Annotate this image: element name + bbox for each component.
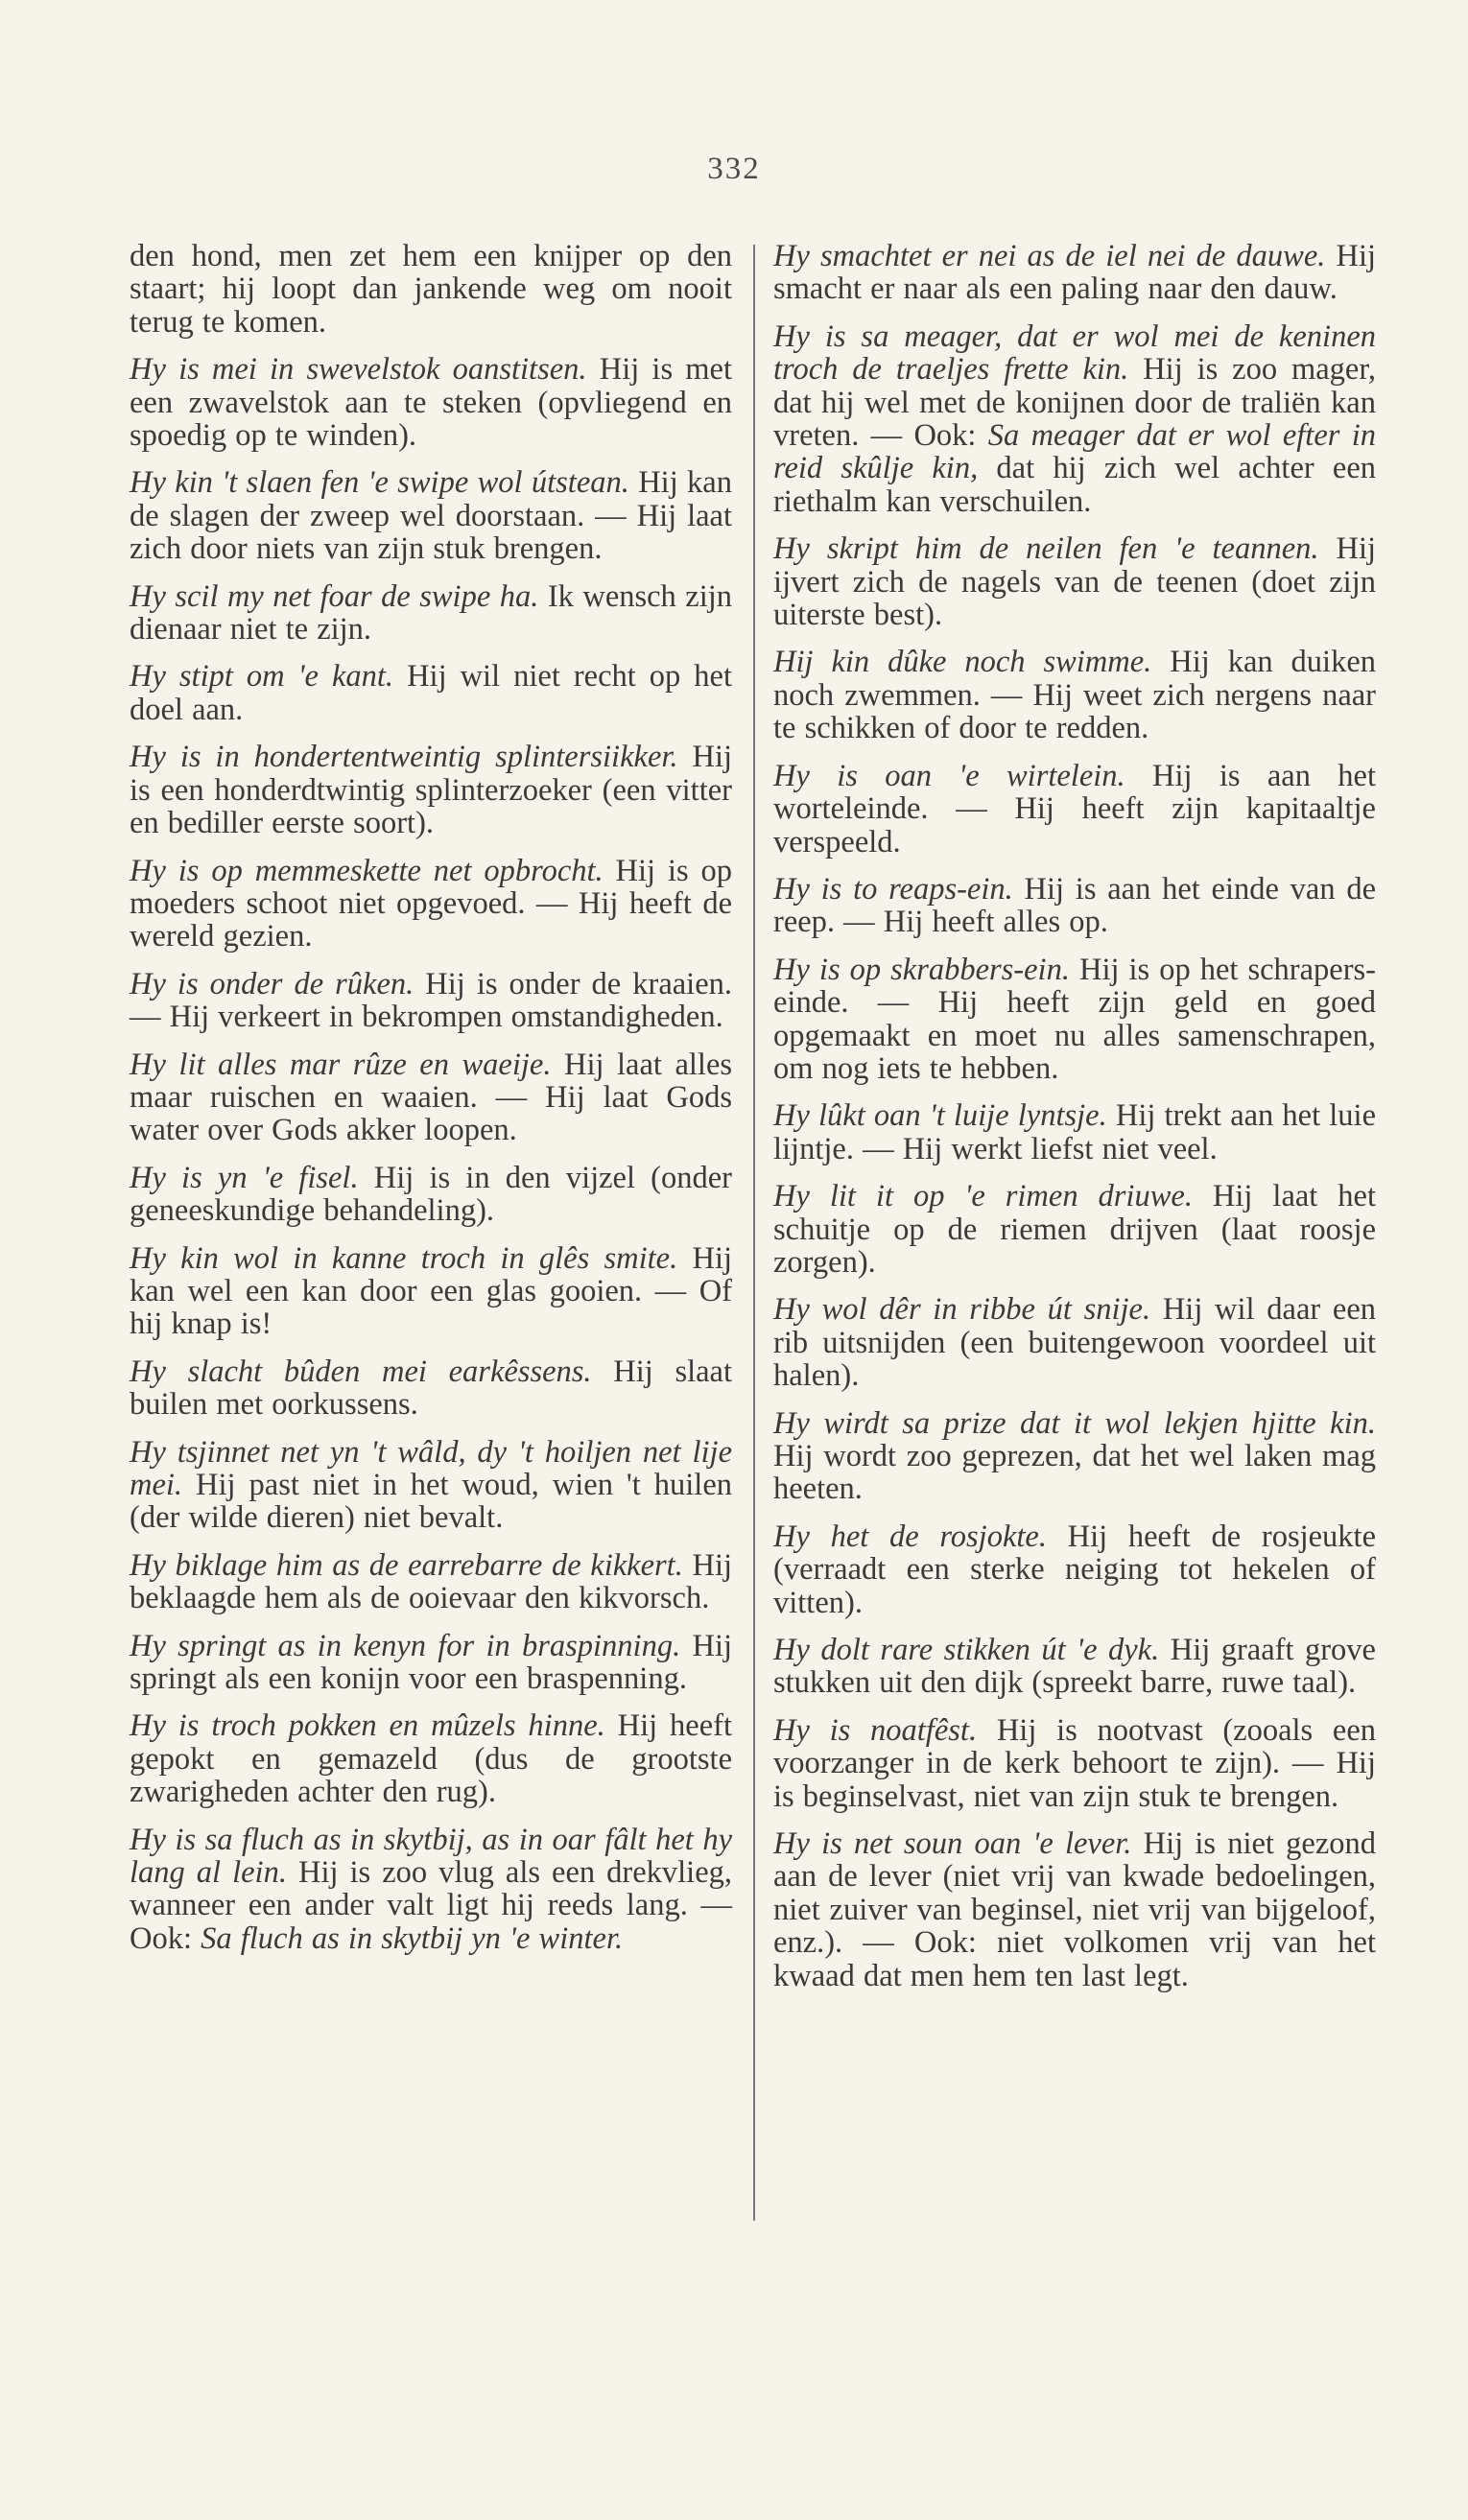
proverb-entry — [130, 741, 732, 839]
frisian-proverb: Hy smachtet er nei as de iel nei de dauwe. — [773, 239, 1326, 273]
frisian-proverb: Hy is net soun oan 'e lever. — [773, 1826, 1132, 1862]
dutch-translation: Hij springt als een konijn voor een braspenning. — [130, 1628, 733, 1697]
dutch-translation: Hij wil niet recht op het doel aan. — [130, 659, 733, 727]
dutch-translation: Hij is niet gezond aan de lever (niet vrij van kwade bedoelingen, niet zuiver van beginsel, niet vrij van bijgeloof, enz.). — Ook: niet volkomen vrij van het kwaad dat men hem ten last legt. — [773, 1826, 1377, 1993]
frisian-proverb: Hy is sa meager, dat er wol mei de keninen troch de traeljes frette kin. — [773, 318, 1376, 388]
dutch-translation: Hij slaat builen met oorkussens. — [130, 1354, 733, 1423]
proverb-entry — [773, 1293, 1376, 1392]
dutch-translation: den hond, men zet hem een knijper op den staart; hij loopt dan jankende weg om nooit terug te komen. — [130, 239, 732, 340]
frisian-proverb: Hy is in hondertentweintig splintersiikker. — [130, 740, 678, 775]
frisian-proverb: Hy kin 't slaen fen 'e swipe wol útstean. — [130, 465, 629, 501]
proverb-entry — [773, 1714, 1376, 1813]
frisian-proverb: Hy is op memmeskette net opbrocht. — [130, 853, 604, 888]
dutch-translation: Hij is aan het worteleinde. — Hij heeft zijn kapitaaltje verspeeld. — [773, 758, 1376, 860]
frisian-proverb: Hy het de rosjokte. — [773, 1519, 1047, 1554]
proverb-entry — [130, 240, 732, 339]
left-column — [130, 240, 732, 1969]
dutch-translation: Hij is nootvast (zooals een voorzanger in de kerk behoort te zijn). — Hij is beginselvast, niet van zijn stuk te brengen. — [773, 1712, 1377, 1814]
dutch-translation: Hij heeft gepokt en gemazeld (dus de grootste zwarigheden achter den rug). — [130, 1708, 733, 1810]
frisian-proverb: Hy skript him de neilen fen 'e teannen. — [773, 531, 1319, 567]
dutch-translation: Hij is onder de kraaien. — Hij verkeert in bekrompen omstandigheden. — [130, 966, 732, 1035]
dutch-translation: Hij kan duiken noch zwemmen. — Hij weet zich nergens naar te schikken of door te redden. — [773, 645, 1377, 746]
right-column — [773, 240, 1376, 2007]
proverb-entry — [773, 240, 1376, 306]
proverb-entry — [130, 968, 732, 1034]
dutch-translation-variant: dat hij zich wel achter een riethalm kan verschuilen. — [773, 451, 1377, 519]
frisian-proverb: Hy biklage him as de earrebarre de kikkert. — [130, 1547, 683, 1583]
frisian-proverb-variant: Sa fluch as in skytbij yn 'e winter. — [201, 1920, 624, 1956]
frisian-proverb: Hy is sa fluch as in skytbij, as in oar fâlt het hy lang al lein. — [130, 1822, 732, 1891]
frisian-proverb: Hy lit it op 'e rimen driuwe. — [773, 1179, 1193, 1214]
proverb-entry — [130, 580, 732, 647]
dutch-translation: Hij is op het schrapers-einde. — Hij heeft zijn geld en goed opgemaakt en moet nu alles samenschrapen, om nog iets te hebben. — [773, 952, 1376, 1086]
proverb-entry — [130, 1824, 732, 1956]
frisian-proverb: Hy is mei in swevelstok oanstitsen. — [130, 352, 587, 388]
proverb-entry — [773, 760, 1376, 859]
proverb-entry — [130, 1355, 732, 1422]
frisian-proverb: Hy kin wol in kanne troch in glês smite. — [130, 1240, 678, 1276]
dutch-translation: Ik wensch zijn dienaar niet te zijn. — [130, 578, 733, 648]
dutch-translation: Hij kan wel een kan door een glas gooien. — Of hij knap is! — [130, 1240, 733, 1342]
frisian-proverb: Hy wol dêr in ribbe út snije. — [773, 1292, 1151, 1328]
dutch-translation: Hij beklaagde hem als de ooievaar den kikvorsch. — [130, 1547, 733, 1616]
frisian-proverb: Hij kin dûke noch swimme. — [773, 645, 1152, 680]
frisian-proverb: Hy tsjinnet net yn 't wâld, dy 't hoiljen net lije mei. — [130, 1434, 732, 1502]
frisian-proverb: Hy dolt rare stikken út 'e dyk. — [773, 1633, 1160, 1668]
proverb-entry — [773, 532, 1376, 631]
frisian-proverb: Hy is op skrabbers-ein. — [773, 952, 1070, 987]
proverb-entry — [130, 466, 732, 565]
frisian-proverb: Hy is to reaps-ein. — [773, 871, 1013, 907]
proverb-entry — [773, 1520, 1376, 1619]
frisian-proverb: Hy is onder de rûken. — [130, 966, 414, 1001]
proverb-entry — [130, 1436, 732, 1535]
proverb-entry — [130, 855, 732, 954]
proverb-entry — [773, 954, 1376, 1086]
proverb-entry — [130, 1630, 732, 1696]
dutch-translation: Hij is zoo vlug als een drekvlieg, wanneer een ander valt ligt hij reeds lang. — Ook: — [130, 1855, 733, 1956]
dutch-translation: Hij is een honderdtwintig splinterzoeker (een vitter en bediller eerste soort). — [130, 740, 733, 841]
proverb-entry — [130, 353, 732, 452]
dutch-translation: Hij heeft de rosjeukte (verraadt een sterke neiging tot hekelen of vitten). — [773, 1519, 1376, 1620]
dutch-translation: Hij past niet in het woud, wien 't huilen (der wilde dieren) niet bevalt. — [130, 1468, 732, 1536]
frisian-proverb: Hy is troch pokken en mûzels hinne. — [130, 1708, 605, 1744]
dutch-translation: Hij ijvert zich de nagels van de teenen (doet zijn uiterste best). — [773, 531, 1376, 633]
frisian-proverb-variant: Sa meager dat er wol efter in reid skûlje kin, — [773, 418, 1376, 486]
frisian-proverb: Hy is oan 'e wirtelein. — [773, 758, 1125, 793]
page-number: 332 — [707, 152, 761, 186]
frisian-proverb: Hy wirdt sa prize dat it wol lekjen hjitte kin. — [773, 1405, 1376, 1441]
frisian-proverb: Hy lit alles mar rûze en waeije. — [130, 1047, 552, 1082]
proverb-entry — [130, 1709, 732, 1808]
dutch-translation: Hij laat alles maar ruischen en waaien. — Hij laat Gods water over Gods akker loopen. — [130, 1047, 733, 1148]
frisian-proverb: Hy springt as in kenyn for in braspinning. — [130, 1628, 681, 1663]
dutch-translation: Hij trekt aan het luie lijntje. — Hij werkt liefst niet veel. — [773, 1098, 1376, 1166]
frisian-proverb: Hy is yn 'e fisel. — [130, 1160, 359, 1195]
dutch-translation: Hij kan de slagen der zweep wel doorstaan. — Hij laat zich door niets van zijn stuk brengen. — [130, 465, 732, 567]
dutch-translation: Hij is in den vijzel (onder geneeskundige behandeling). — [130, 1160, 732, 1229]
dutch-translation: Hij is op moeders schoot niet opgevoed. — Hij heeft de wereld gezien. — [130, 853, 732, 954]
frisian-proverb: Hy lûkt oan 't luije lyntsje. — [773, 1098, 1107, 1134]
proverb-entry — [130, 660, 732, 726]
proverb-entry — [773, 320, 1376, 518]
dutch-translation: Hij is met een zwavelstok aan te steken (opvliegend en spoedig op te winden). — [130, 352, 732, 454]
proverb-entry — [773, 646, 1376, 744]
column-divider — [753, 245, 755, 2221]
dutch-translation: Hij is aan het einde van de reep. — Hij heeft alles op. — [773, 871, 1376, 940]
dutch-translation: Hij is zoo mager, dat hij wel met de konijnen door de traliën kan vreten. — Ook: — [773, 352, 1376, 454]
dutch-translation: Hij wil daar een rib uitsnijden (een buitengewoon voordeel uit halen). — [773, 1292, 1377, 1394]
proverb-entry — [773, 1099, 1376, 1166]
proverb-entry — [130, 1549, 732, 1615]
dutch-translation: Hij smacht er naar als een paling naar den dauw. — [773, 239, 1376, 307]
proverb-entry — [130, 1162, 732, 1228]
proverb-entry — [773, 1827, 1376, 1992]
frisian-proverb: Hy stipt om 'e kant. — [130, 659, 394, 695]
dutch-translation: Hij wordt zoo geprezen, dat het wel laken mag heeten. — [773, 1439, 1376, 1507]
frisian-proverb: Hy scil my net foar de swipe ha. — [130, 578, 539, 614]
proverb-entry — [130, 1048, 732, 1147]
proverb-entry — [773, 1180, 1376, 1279]
proverb-entry — [773, 1634, 1376, 1700]
frisian-proverb: Hy slacht bûden mei earkêssens. — [130, 1354, 592, 1389]
dutch-translation: Hij graaft grove stukken uit den dijk (spreekt barre, ruwe taal). — [773, 1633, 1376, 1701]
frisian-proverb: Hy is noatfêst. — [773, 1712, 978, 1748]
proverb-entry — [130, 1242, 732, 1341]
proverb-entry — [773, 1407, 1376, 1506]
proverb-entry — [773, 873, 1376, 939]
dutch-translation: Hij laat het schuitje op de riemen drijven (laat roosje zorgen). — [773, 1179, 1376, 1280]
